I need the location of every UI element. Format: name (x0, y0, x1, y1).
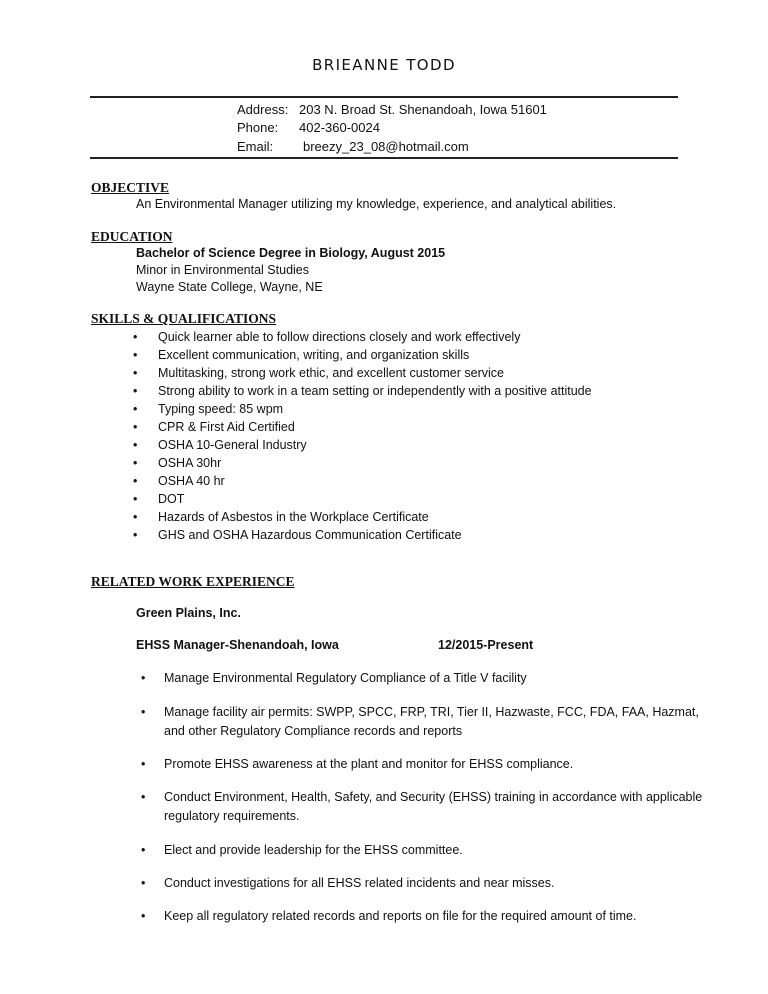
duty-item: • Manage facility air permits: SWPP, SPCC, FRP, TRI, Tier II, Hazwaste, FCC, FDA, FAA, Hazmat, and other Regulatory Compliance records and reports (139, 703, 704, 741)
duty-list-7 (139, 907, 704, 926)
skill-item: • Quick learner able to follow directions closely and work effectively (133, 328, 592, 346)
experience-title: EHSS Manager-Shenandoah, Iowa (136, 638, 339, 652)
skill-item: • Strong ability to work in a team setting or independently with a positive attitude (133, 382, 592, 400)
duty-item: • Promote EHSS awareness at the plant and monitor for EHSS compliance. (139, 755, 704, 774)
skill-item: • OSHA 40 hr (133, 472, 592, 490)
education-minor: Minor in Environmental Studies (136, 263, 309, 277)
duty-item: • Manage Environmental Regulatory Compliance of a Title V facility (139, 669, 704, 688)
address-value: 203 N. Broad St. Shenandoah, Iowa 51601 (299, 102, 547, 117)
contact-email (237, 139, 469, 154)
education-degree: Bachelor of Science Degree in Biology, August 2015 (136, 246, 446, 260)
duty-item: • Elect and provide leadership for the EHSS committee. (139, 841, 704, 860)
objective-heading: OBJECTIVE (91, 180, 170, 195)
duty-item: • Keep all regulatory related records and reports on file for the required amount of time. (139, 907, 704, 926)
email-label: Email: (237, 139, 274, 154)
skill-item: • Excellent communication, writing, and organization skills (133, 346, 592, 364)
duty-list-4 (139, 788, 704, 826)
experience-heading: RELATED WORK EXPERIENCE (91, 574, 295, 589)
duty-list-3 (139, 755, 704, 774)
duty-item: • Conduct Environment, Health, Safety, and Security (EHSS) training in accordance with applicable regulatory requirements. (139, 788, 704, 826)
contact-phone (237, 120, 380, 135)
resume-name: BRIEANNE TODD (312, 56, 456, 74)
skill-item: • OSHA 30hr (133, 454, 592, 472)
skill-item: • Multitasking, strong work ethic, and excellent customer service (133, 364, 592, 382)
duty-list-2 (139, 703, 704, 741)
skill-item: • CPR & First Aid Certified (133, 418, 592, 436)
skills-heading: SKILLS & QUALIFICATIONS (91, 311, 277, 326)
contact-address (237, 102, 547, 117)
experience-dates: 12/2015-Present (438, 638, 534, 652)
header-top-rule (90, 96, 678, 98)
phone-value: 402-360-0024 (299, 120, 380, 135)
address-label: Address: (237, 102, 289, 117)
skill-item: • DOT (133, 490, 592, 508)
phone-label: Phone: (237, 120, 279, 135)
skill-item: • OSHA 10-General Industry (133, 436, 592, 454)
skill-item: • Typing speed: 85 wpm (133, 400, 592, 418)
education-school: Wayne State College, Wayne, NE (136, 280, 323, 294)
skill-item: • GHS and OSHA Hazardous Communication Certificate (133, 526, 592, 544)
objective-text: An Environmental Manager utilizing my knowledge, experience, and analytical abilities. (136, 197, 617, 211)
duty-list-5 (139, 841, 704, 860)
email-value: breezy_23_08@hotmail.com (303, 139, 469, 154)
duty-list-6 (139, 874, 704, 893)
education-heading: EDUCATION (91, 229, 173, 244)
experience-company: Green Plains, Inc. (136, 606, 241, 620)
duty-item: • Conduct investigations for all EHSS related incidents and near misses. (139, 874, 704, 893)
skills-list (133, 328, 592, 544)
header-bottom-rule (90, 157, 678, 159)
duty-list-1 (139, 669, 704, 688)
skill-item: • Hazards of Asbestos in the Workplace Certificate (133, 508, 592, 526)
